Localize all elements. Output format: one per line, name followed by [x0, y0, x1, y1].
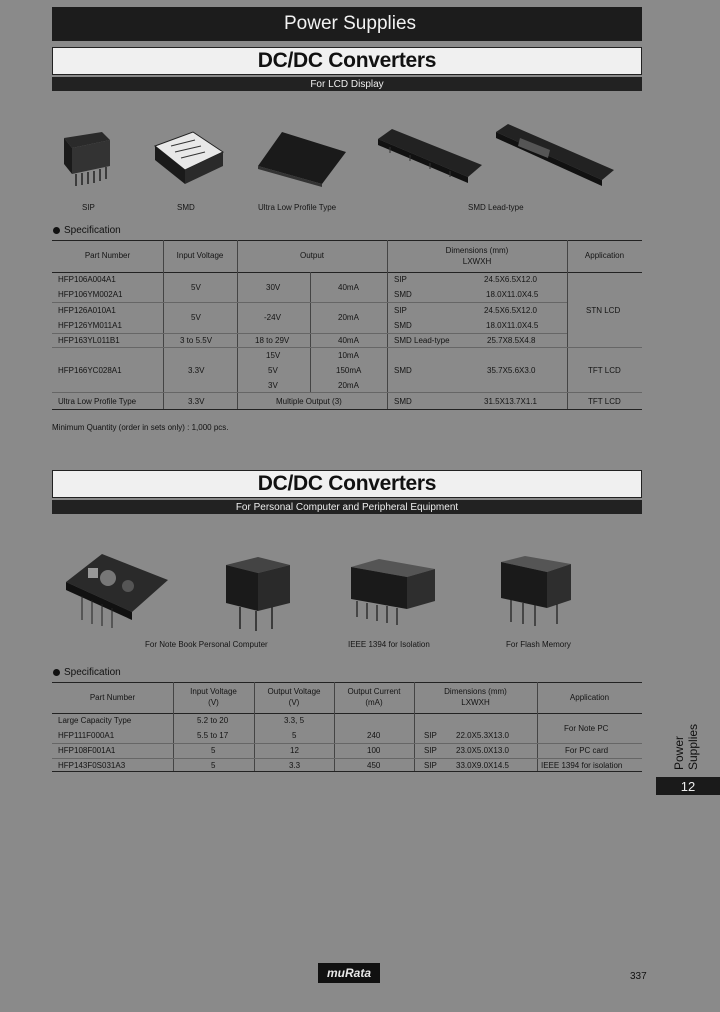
side-tab-label: Power Supplies	[672, 723, 700, 770]
table1-app-tft1: TFT LCD	[588, 366, 621, 375]
table2-row2-dim: 22.0X5.3X13.0	[456, 731, 509, 740]
table1-bottom-rule	[52, 409, 642, 410]
ieee1394-module-image	[345, 555, 440, 630]
caption-smd-lead-type: SMD Lead-type	[468, 203, 524, 212]
table1-header-app: Application	[584, 251, 625, 260]
table2-row2-input: 5.5 to 17	[197, 731, 229, 740]
table1-row5-input: 3 to 5.5V	[180, 336, 213, 345]
notebook-pc-sip-image	[218, 553, 298, 633]
table1-row4-pkg: SMD	[394, 321, 412, 330]
table2-row3-out-c: 100	[367, 746, 381, 755]
table1-row3-part: HFP126A010A1	[58, 306, 116, 315]
caption-smd: SMD	[177, 203, 195, 212]
table1-row3-dim: 24.5X6.5X12.0	[484, 306, 537, 315]
caption-ultra-low-profile: Ultra Low Profile Type	[258, 203, 337, 212]
table1-row3-out-v: -24V	[264, 313, 281, 322]
table2-row2-out-c: 240	[367, 731, 381, 740]
table2-row3-out-v: 12	[290, 746, 299, 755]
section1-spec-text: Specification	[64, 225, 121, 236]
bullet-icon	[53, 669, 60, 676]
murata-logo: muRata	[318, 963, 380, 983]
table2-header-dims-sub: LXWXH	[461, 698, 490, 707]
table1-row7-part: Ultra Low Profile Type	[58, 397, 137, 406]
table1-row-rule	[52, 347, 642, 348]
table1-row7-input: 3.3V	[188, 397, 205, 406]
section1-title-box	[52, 47, 642, 75]
table2-header-part: Part Number	[89, 693, 136, 702]
flash-memory-module-image	[493, 552, 578, 632]
table1-row6-out-c3: 20mA	[338, 381, 359, 390]
table1-divider	[237, 240, 238, 409]
table2-row3-pkg: SIP	[424, 746, 437, 755]
section2-spec-text: Specification	[64, 667, 121, 678]
table1-divider	[567, 240, 568, 409]
table1-row6-part: HFP166YC028A1	[58, 366, 122, 375]
table1-row5-dim: 25.7X8.5X4.8	[487, 336, 536, 345]
table1-row7-out-multi: Multiple Output (3)	[276, 397, 342, 406]
section2-subtitle: For Personal Computer and Peripheral Equipment	[235, 501, 459, 513]
table1-app-stn: STN LCD	[586, 306, 621, 315]
smd-product-image	[145, 128, 230, 190]
sip-product-image	[58, 130, 128, 190]
table1-row1-pkg: SIP	[394, 275, 407, 284]
smd-lead-type-product-image-2	[490, 120, 620, 190]
table1-row6-out-v3: 3V	[268, 381, 278, 390]
section2-title: DC/DC Converters	[257, 472, 437, 495]
table1-row4-dim: 18.0X11.0X4.5	[486, 321, 539, 330]
table2-app-pc-card: For PC card	[565, 746, 609, 755]
table2-header-out-v-unit: (V)	[288, 698, 300, 707]
ultra-low-profile-product-image	[252, 128, 352, 188]
table1-row6-dim: 35.7X5.6X3.0	[487, 366, 536, 375]
table2-header-app: Application	[569, 693, 610, 702]
caption-notebook-pc: For Note Book Personal Computer	[145, 640, 268, 649]
table1-divider	[310, 272, 311, 392]
table1-row-rule	[52, 333, 567, 334]
caption-flash-memory: For Flash Memory	[506, 640, 571, 649]
table2-row3-input: 5	[211, 746, 216, 755]
table1-header-part: Part Number	[84, 251, 131, 260]
table2-row4-pkg: SIP	[424, 761, 437, 770]
table1-app-tft2: TFT LCD	[588, 397, 621, 406]
table1-row1-dim: 24.5X6.5X12.0	[484, 275, 537, 284]
table1-header-input: Input Voltage	[176, 251, 224, 260]
table2-row2-part: HFP111F000A1	[58, 731, 115, 740]
table2-row3-part: HFP108F001A1	[58, 746, 116, 755]
page-number: 337	[630, 971, 647, 982]
table2-top-rule	[52, 682, 642, 683]
table1-header-output: Output	[299, 251, 324, 260]
table2-row1-part: Large Capacity Type	[58, 716, 132, 725]
table2-row4-dim: 33.0X9.0X14.5	[456, 761, 509, 770]
table1-row3-out-c: 20mA	[338, 313, 359, 322]
table2-row4-input: 5	[211, 761, 216, 770]
section2-spec-label	[53, 667, 121, 678]
table2-header-input-unit: (V)	[208, 698, 219, 707]
table1-row1-out-c: 40mA	[338, 283, 359, 292]
table1-row3-pkg: SIP	[394, 306, 407, 315]
table2-row1-input: 5.2 to 20	[197, 716, 229, 725]
section1-note: Minimum Quantity (order in sets only) : 1,000 pcs.	[52, 423, 229, 432]
table2-row3-dim: 23.0X5.0X13.0	[456, 746, 509, 755]
table2-header-out-c-unit: (mA)	[365, 698, 383, 707]
table1-row7-pkg: SMD	[394, 397, 412, 406]
table1-row1-part: HFP106A004A1	[58, 275, 116, 284]
table1-row7-dim: 31.5X13.7X1.1	[484, 397, 537, 406]
table1-row1-out-v: 30V	[266, 283, 281, 292]
table1-row5-out-v: 18 to 29V	[255, 336, 290, 345]
page-header-title: Power Supplies	[284, 13, 417, 34]
bullet-icon	[53, 227, 60, 234]
section1-subtitle: For LCD Display	[310, 78, 384, 90]
page-header	[52, 7, 642, 41]
table1-row6-out-v2: 5V	[268, 366, 278, 375]
table1-row1-input: 5V	[191, 283, 201, 292]
table2-app-note-pc: For Note PC	[564, 724, 609, 733]
section1-spec-label	[53, 225, 121, 236]
caption-sip: SIP	[82, 203, 95, 212]
table1-row6-out-v1: 15V	[266, 351, 281, 360]
table2-header-dims: Dimensions (mm)	[444, 687, 507, 696]
caption-ieee1394: IEEE 1394 for Isolation	[348, 640, 430, 649]
table2-row-rule	[52, 758, 642, 759]
table2-row2-out-v: 5	[292, 731, 297, 740]
table2-header-rule	[52, 713, 642, 714]
table2-row4-out-c: 450	[367, 761, 381, 770]
section1-title: DC/DC Converters	[257, 49, 437, 72]
smd-lead-type-product-image-1	[370, 125, 490, 190]
table2-row1-out-v: 3.3, 5	[284, 716, 305, 725]
table1-row6-out-c2: 150mA	[336, 366, 362, 375]
table1-row5-pkg: SMD Lead-type	[394, 336, 450, 345]
table1-top-rule	[52, 240, 642, 241]
table2-header-input: Input Voltage	[190, 687, 237, 696]
table1-row2-part: HFP106YM002A1	[58, 290, 123, 299]
side-tab-number: 12	[656, 777, 720, 795]
section2-subtitle-bar	[52, 500, 642, 514]
table1-row4-part: HFP126YM011A1	[58, 321, 122, 330]
table2-row2-pkg: SIP	[424, 731, 437, 740]
table1-row5-part: HFP163YL011B1	[58, 336, 120, 345]
table1-row2-pkg: SMD	[394, 290, 412, 299]
table2-row4-out-v: 3.3	[289, 761, 301, 770]
table1-header-dims-sub: LXWXH	[462, 257, 492, 266]
table1-row6-out-c1: 10mA	[338, 351, 359, 360]
table2-header-out-v: Output Voltage	[267, 687, 321, 696]
table1-header-dims: Dimensions (mm)	[445, 246, 509, 255]
table2-bottom-rule	[52, 771, 642, 772]
table1-row3-input: 5V	[191, 313, 201, 322]
table2-app-ieee1394: IEEE 1394 for isolation	[541, 761, 623, 770]
notebook-pc-module-image	[62, 548, 172, 628]
table1-header-rule	[52, 272, 642, 273]
table1-row-rule	[52, 302, 567, 303]
table2-row4-part: HFP143F0S031A3	[58, 761, 126, 770]
section2-title-box	[52, 470, 642, 498]
table1-row5-out-c: 40mA	[338, 336, 359, 345]
table1-divider	[163, 240, 164, 409]
table1-row6-input: 3.3V	[188, 366, 205, 375]
table2-row-rule	[52, 743, 642, 744]
table1-row-rule	[52, 392, 642, 393]
section1-subtitle-bar	[52, 77, 642, 91]
table2-header-out-c: Output Current	[347, 687, 401, 696]
table1-row6-pkg: SMD	[394, 366, 412, 375]
table1-row2-dim: 18.0X11.0X4.5	[486, 290, 539, 299]
